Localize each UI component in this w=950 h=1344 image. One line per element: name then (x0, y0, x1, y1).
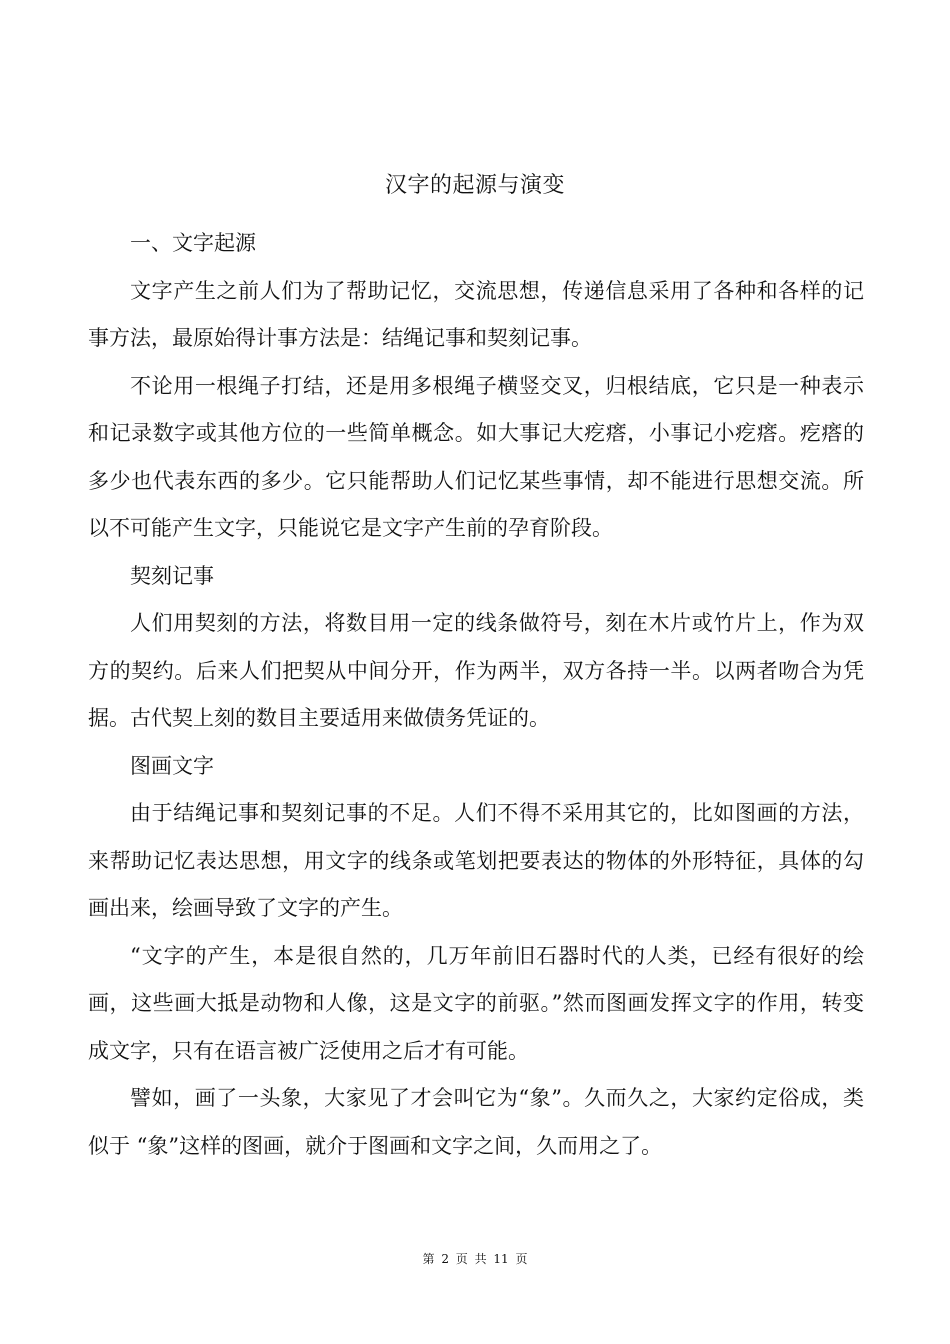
page-number-footer: 第 2 页 共 11 页 (422, 1252, 528, 1266)
paragraph-quote: “文字的产生，本是很自然的，几万年前旧石器时代的人类，已经有很好的绘画，这些画大抵是动物和人像，这是文字的前驱。”然而图画发挥文字的作用，转变成文字，只有在语言被广泛使用之后才有可能。 (88, 943, 864, 1063)
subheading-carving: 契刻记事 (130, 563, 214, 588)
paragraph: 文字产生之前人们为了帮助记忆，交流思想，传递信息采用了各种和各样的记事方法，最原始得计事方法是：结绳记事和契刻记事。 (88, 278, 864, 350)
paragraph: 人们用契刻的方法，将数目用一定的线条做符号，刻在木片或竹片上，作为双方的契约。后来人们把契从中间分开，作为两半，双方各持一半。以两者吻合为凭据。古代契上刻的数目主要适用来做债务凭证的。 (88, 611, 864, 730)
paragraph: 不论用一根绳子打结，还是用多根绳子横竖交叉，归根结底，它只是一种表示和记录数字或其他方位的一些简单概念。如大事记大疙瘩，小事记小疙瘩。疙瘩的多少也代表东西的多少。它只能帮助人们记忆某些事情，却不能进行思想交流。所以不可能产生文字，只能说它是文字产生前的孕育阶段。 (88, 373, 864, 540)
paragraph: 由于结绳记事和契刻记事的不足。人们不得不采用其它的，比如图画的方法，来帮助记忆表达思想，用文字的线条或笔划把要表达的物体的外形特征，具体的勾画出来，绘画导致了文字的产生。 (88, 801, 864, 920)
section-heading-origin: 一、文字起源 (130, 231, 256, 255)
subheading-picture-writing: 图画文字 (130, 753, 214, 778)
paragraph: 譬如，画了一头象，大家见了才会叫它为“象”。久而久之，大家约定俗成，类似于 “象”这样的图画，就介于图画和文字之间，久而用之了。 (88, 1086, 864, 1158)
document-title: 汉字的起源与演变 (384, 173, 565, 198)
document-body (88, 220, 864, 1170)
